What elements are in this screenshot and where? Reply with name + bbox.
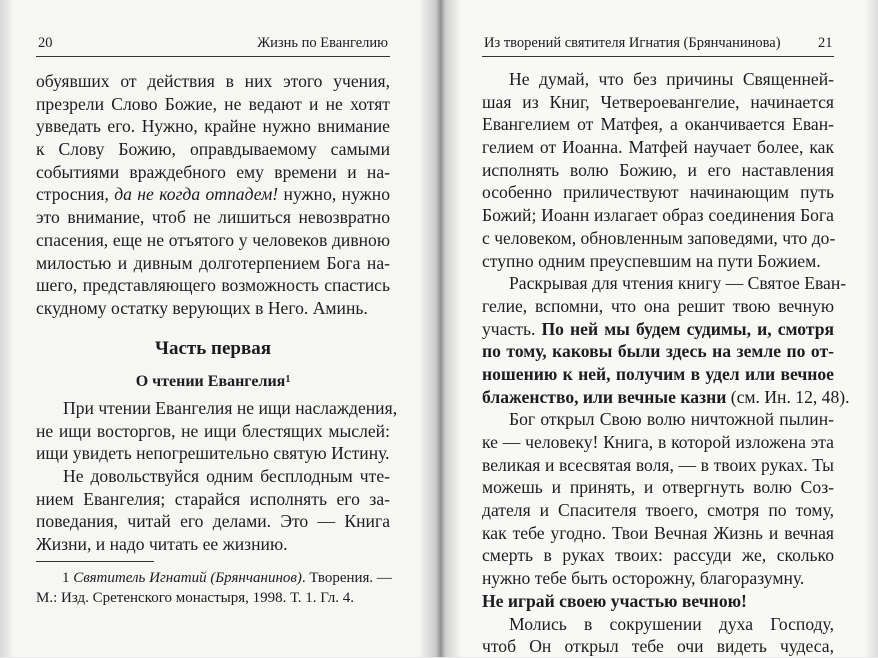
- book-gutter: [420, 0, 460, 657]
- text-line: ке — человеку! Книга, в которой изложена эта: [482, 432, 834, 452]
- text-line: обуявших от действия в них этого учения,: [36, 71, 390, 91]
- footnote-text: . Творения. —: [301, 570, 392, 586]
- footnote: [36, 568, 390, 608]
- text-line: смерть в руках твоих: рассуди же, сколько: [482, 545, 834, 566]
- footnote-line: [36, 568, 390, 588]
- text-line: можешь и принять, и отвергнуть волю Соз-: [482, 477, 834, 498]
- right-page-edge: [864, 0, 878, 657]
- text-line: презрели Слово Божие, не ведают и не хотят: [36, 93, 390, 114]
- text-line: к Слову Божию, оправдываемому самыми: [36, 139, 390, 160]
- text-line: не ищи восторгов, не ищи блестящих мыслей:: [36, 420, 390, 441]
- text-line: великая и всесвятая воля, — в твоих руках. Ты: [482, 454, 834, 475]
- running-title-left: Жизнь по Евангелию: [257, 35, 388, 51]
- text-line: [482, 386, 850, 409]
- chapter-title-text: О чтении Евангелия: [135, 373, 286, 390]
- text-line: чтоб Он открыл тебе очи видеть чудеса,: [482, 636, 834, 657]
- left-body: [36, 70, 390, 320]
- left-page: [0, 0, 436, 657]
- text-line: [482, 318, 834, 341]
- left-page-edge: [0, 0, 14, 657]
- text-run: стросния,: [36, 184, 115, 205]
- footnote-line: М.: Изд. Сретенского монастыря, 1998. Т. 1. Гл. 4.: [36, 590, 355, 606]
- text-line: милостью и дивным долготерпением Бога на-: [36, 252, 390, 273]
- header-rule-right: [482, 56, 834, 57]
- header-rule-left: [36, 56, 390, 57]
- text-line: поведания, читай его делами. Это — Книга: [36, 511, 390, 532]
- text-line: [36, 183, 390, 206]
- bold-phrase: По ней мы будем судимы, и, смотря: [541, 318, 834, 339]
- right-body: [482, 68, 850, 658]
- text-line: дателя и Спасителя твоего, смотря по тому,: [482, 500, 834, 521]
- page-number-left: 20: [38, 35, 53, 51]
- footnote-number: 1: [62, 570, 70, 586]
- text-line: шая из Книг, Четвероевангелие, начинается: [482, 91, 834, 112]
- text-line: нужно тебе быть осторожну, благоразумну.: [482, 568, 805, 589]
- text-line: ищи увидеть непогрешительно святую Истину.: [36, 443, 390, 464]
- text-line: Не думай, что без причины Священней-: [509, 69, 834, 89]
- part-title: Часть первая: [155, 338, 271, 359]
- bold-phrase: Не играй своею участью вечною!: [482, 590, 747, 611]
- text-line: Божий; Иоанн излагает образ соединения Бога: [482, 205, 834, 226]
- text-run: участь.: [482, 318, 542, 339]
- text-line: [482, 340, 834, 363]
- right-page: [442, 0, 878, 657]
- text-line: Евангелием от Матфея, а оканчивается Еван-: [482, 114, 834, 135]
- text-run: нужно, нужно: [278, 184, 390, 205]
- text-line: особенно приличествуют начинающим путь: [482, 182, 834, 203]
- bold-phrase: ношению к ней, получим в удел или вечное: [482, 363, 834, 384]
- text-line: Молись в сокрушении духа Господу,: [509, 613, 834, 634]
- bold-phrase: блаженство, или вечные казни: [482, 386, 727, 407]
- text-line: ступно одним преуспевшим на пути Божием.: [482, 250, 821, 271]
- text-line: как тебе угодно. Твои Вечная Жизнь и вечная: [482, 522, 834, 543]
- text-line: шего, представляющего возможность спастись: [36, 275, 390, 296]
- footnote-rule: [36, 561, 154, 562]
- running-title-right: Из творений святителя Игнатия (Брянчанинова): [484, 35, 781, 51]
- text-line: скудному остатку верующих в Него. Аминь.: [36, 297, 368, 318]
- text-line: это внимание, чтоб не лишиться невозвратно: [36, 207, 390, 228]
- page-number-right: 21: [818, 35, 833, 51]
- text-line: событиями враждебного ему времени и на-: [36, 161, 390, 182]
- text-line: Жизни, и надо читать ее жизнию.: [36, 534, 288, 555]
- text-line: Раскрывая для чтения книгу — Святое Еван-: [509, 273, 847, 294]
- text-line: Бог открыл Свою волю ничтожной пылин-: [509, 409, 834, 430]
- bold-phrase: по тому, каковы были здесь на земле по от-: [482, 341, 834, 362]
- footnote-ref: 1: [285, 374, 291, 385]
- text-line: увведать его. Нужно, крайне нужно внимание: [36, 116, 390, 137]
- italic-phrase: да не когда отпадем!: [114, 184, 279, 205]
- text-line: исполнять волю Божию, и его наставления: [482, 159, 834, 180]
- text-line: При чтении Евангелия не ищи наслаждения,: [63, 398, 398, 418]
- text-line: нием Евангелия; старайся исполнять его за-: [36, 488, 390, 509]
- chapter-title: [36, 371, 390, 394]
- text-run: (см. Ин. 12, 48).: [726, 386, 850, 407]
- text-line: [482, 590, 834, 613]
- text-line: спасения, еще не отъятого у человеков дивною: [36, 229, 390, 250]
- text-line: [482, 363, 834, 386]
- text-line: гелие, вспомни, что она решит твою вечную: [482, 295, 834, 316]
- footnote-author: Святитель Игнатий (Брянчанинов): [73, 570, 302, 586]
- text-line: гелием от Иоанна. Матфей научает более, как: [482, 137, 834, 158]
- text-line: с человеком, обновленным заповедями, что до-: [482, 227, 836, 248]
- left-body-2: [36, 397, 398, 556]
- text-line: Не довольствуйся одним бесплодным чте-: [63, 466, 390, 487]
